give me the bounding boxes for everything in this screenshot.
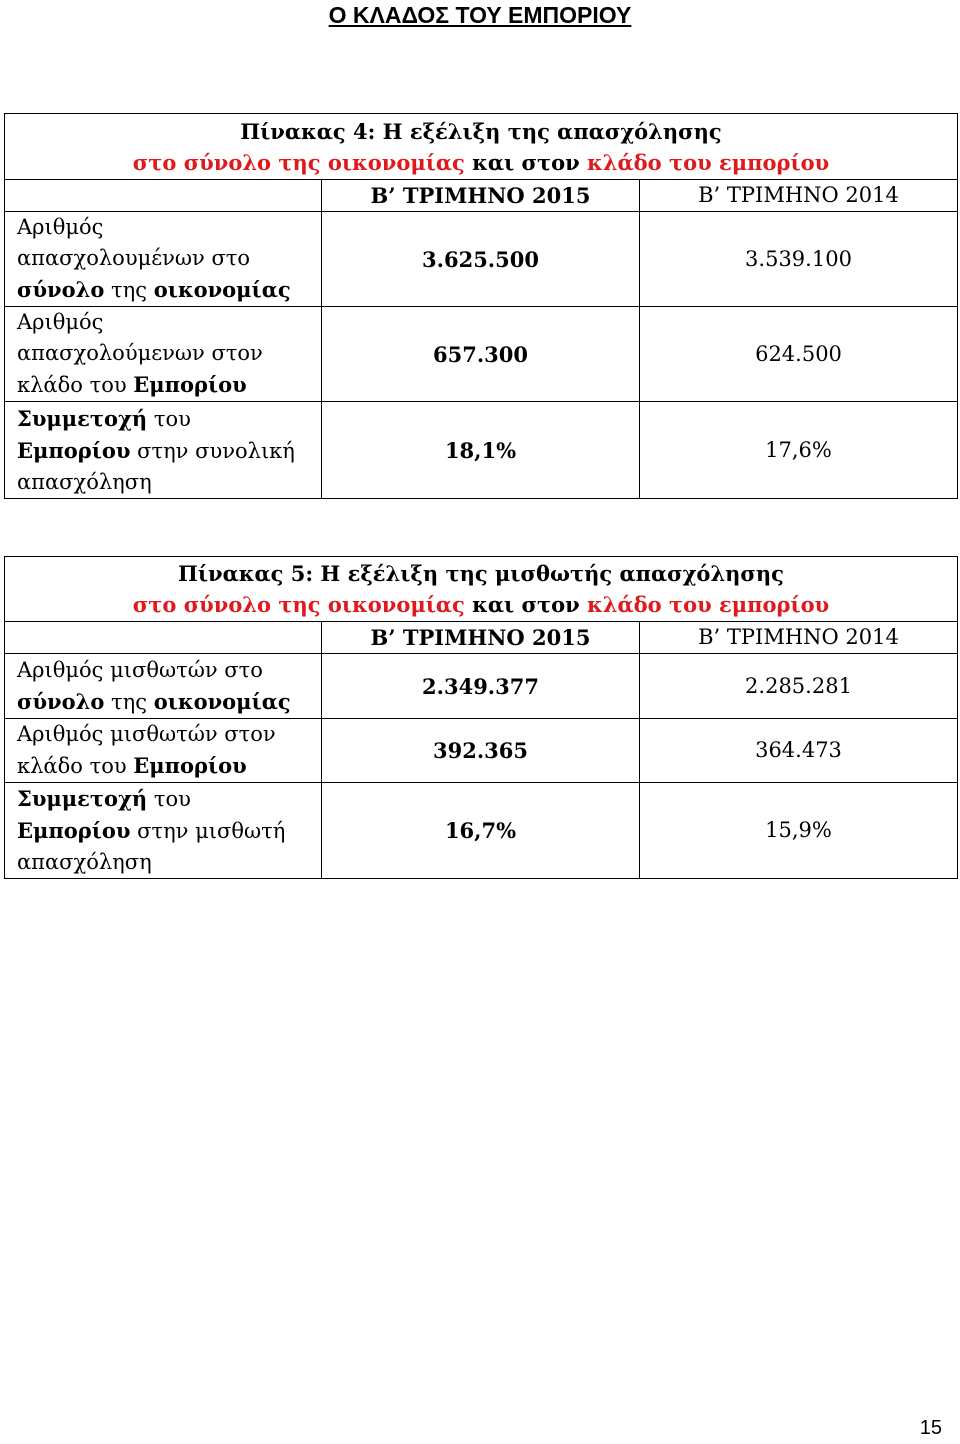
- table-5-caption-line1: Πίνακας 5: Η εξέλιξη της μισθωτής απασχόλησης: [178, 561, 784, 586]
- page-number: 15: [919, 1417, 942, 1439]
- caption-commerce-part: κλάδο του εμπορίου: [587, 149, 830, 175]
- label-part: της: [104, 689, 154, 714]
- value-2014: 17,6%: [640, 402, 958, 499]
- table-4-caption-line1: Πίνακας 4: Η εξέλιξη της απασχόλησης: [240, 118, 722, 144]
- row-label-line: [17, 274, 321, 306]
- label-bold-part: σύνολο: [17, 688, 105, 714]
- row-label-line: Αριθμός μισθωτών στον: [17, 722, 276, 746]
- row-label-line: [17, 403, 321, 435]
- table-row: [5, 654, 958, 719]
- label-bold-part: Εμπορίου: [133, 753, 247, 778]
- row-label: [5, 402, 322, 499]
- row-label-line: απασχολουμένων στο: [17, 246, 251, 270]
- table-5: [4, 556, 958, 879]
- table-5-header-2015: Β’ ΤΡΙΜΗΝΟ 2015: [322, 622, 640, 654]
- label-part: στην συνολική: [130, 438, 295, 463]
- table-5-header-empty: [5, 622, 322, 654]
- table-4-header-2014: Β’ ΤΡΙΜΗΝΟ 2014: [640, 180, 958, 212]
- row-label-line: Αριθμός: [17, 215, 104, 239]
- table-row: [5, 307, 958, 402]
- row-label: [5, 783, 322, 879]
- row-label-line: [17, 369, 321, 401]
- value-2014: 2.285.281: [640, 654, 958, 719]
- table-4-header-2015: Β’ ΤΡΙΜΗΝΟ 2015: [322, 180, 640, 212]
- label-part: του: [147, 406, 191, 431]
- table-4-caption: [5, 114, 958, 180]
- row-label-line: απασχόληση: [17, 469, 152, 494]
- table-4: [4, 113, 958, 499]
- table-5-caption-line2: [5, 589, 957, 620]
- table-5-caption: [5, 557, 958, 622]
- table-row: [5, 783, 958, 879]
- value-2014: 624.500: [640, 307, 958, 402]
- value-2014: 3.539.100: [640, 212, 958, 307]
- label-part: της: [104, 278, 154, 302]
- value-2014: 364.473: [640, 719, 958, 783]
- row-label-line: [17, 435, 321, 467]
- table-4-header-empty: [5, 180, 322, 212]
- table-row: [5, 719, 958, 783]
- row-label: [5, 654, 322, 719]
- row-label-line: [17, 783, 321, 815]
- row-label-line: [17, 750, 321, 782]
- row-label-line: [17, 815, 321, 847]
- table-5-header-2014: Β’ ΤΡΙΜΗΝΟ 2014: [640, 622, 958, 654]
- table-4-caption-line2: [5, 147, 957, 178]
- caption-economy-part: στο σύνολο της οικονομίας: [132, 149, 465, 175]
- value-2014: 15,9%: [640, 783, 958, 879]
- label-part: στην μισθωτή: [130, 819, 286, 843]
- label-bold-part: Συμμετοχή: [17, 786, 148, 811]
- row-label: [5, 212, 322, 307]
- row-label: [5, 719, 322, 783]
- label-bold-part: Συμμετοχή: [17, 405, 148, 431]
- value-2015: 657.300: [322, 307, 640, 402]
- label-bold-part: οικονομίας: [153, 688, 291, 714]
- label-bold-part: οικονομίας: [153, 277, 291, 302]
- value-2015: 392.365: [322, 719, 640, 783]
- table-row: [5, 402, 958, 499]
- label-part: του: [147, 787, 191, 811]
- value-2015: 18,1%: [322, 402, 640, 499]
- caption-economy-part: στο σύνολο της οικονομίας: [132, 592, 465, 617]
- caption-and-part: και στον: [464, 149, 588, 175]
- row-label-line: [17, 686, 321, 718]
- row-label: [5, 307, 322, 402]
- label-bold-part: Εμπορίου: [133, 372, 247, 397]
- page-title: Ο ΚΛΑΔΟΣ ΤΟΥ ΕΜΠΟΡΙΟΥ: [328, 2, 632, 28]
- label-bold-part: Εμπορίου: [17, 437, 131, 463]
- label-bold-part: Εμπορίου: [17, 818, 131, 843]
- row-label-line: Αριθμός μισθωτών στο: [17, 657, 263, 682]
- caption-commerce-part: κλάδο του εμπορίου: [587, 592, 830, 617]
- label-bold-part: σύνολο: [17, 277, 105, 302]
- row-label-line: απασχόληση: [17, 850, 152, 874]
- value-2015: 2.349.377: [322, 654, 640, 719]
- label-part: κλάδο του: [17, 373, 134, 397]
- caption-and-part: και στον: [464, 592, 588, 617]
- row-label-line: απασχολούμενων στον: [17, 341, 263, 365]
- label-part: κλάδο του: [17, 754, 134, 778]
- value-2015: 16,7%: [322, 783, 640, 879]
- row-label-line: Αριθμός: [17, 310, 104, 334]
- value-2015: 3.625.500: [322, 212, 640, 307]
- table-row: [5, 212, 958, 307]
